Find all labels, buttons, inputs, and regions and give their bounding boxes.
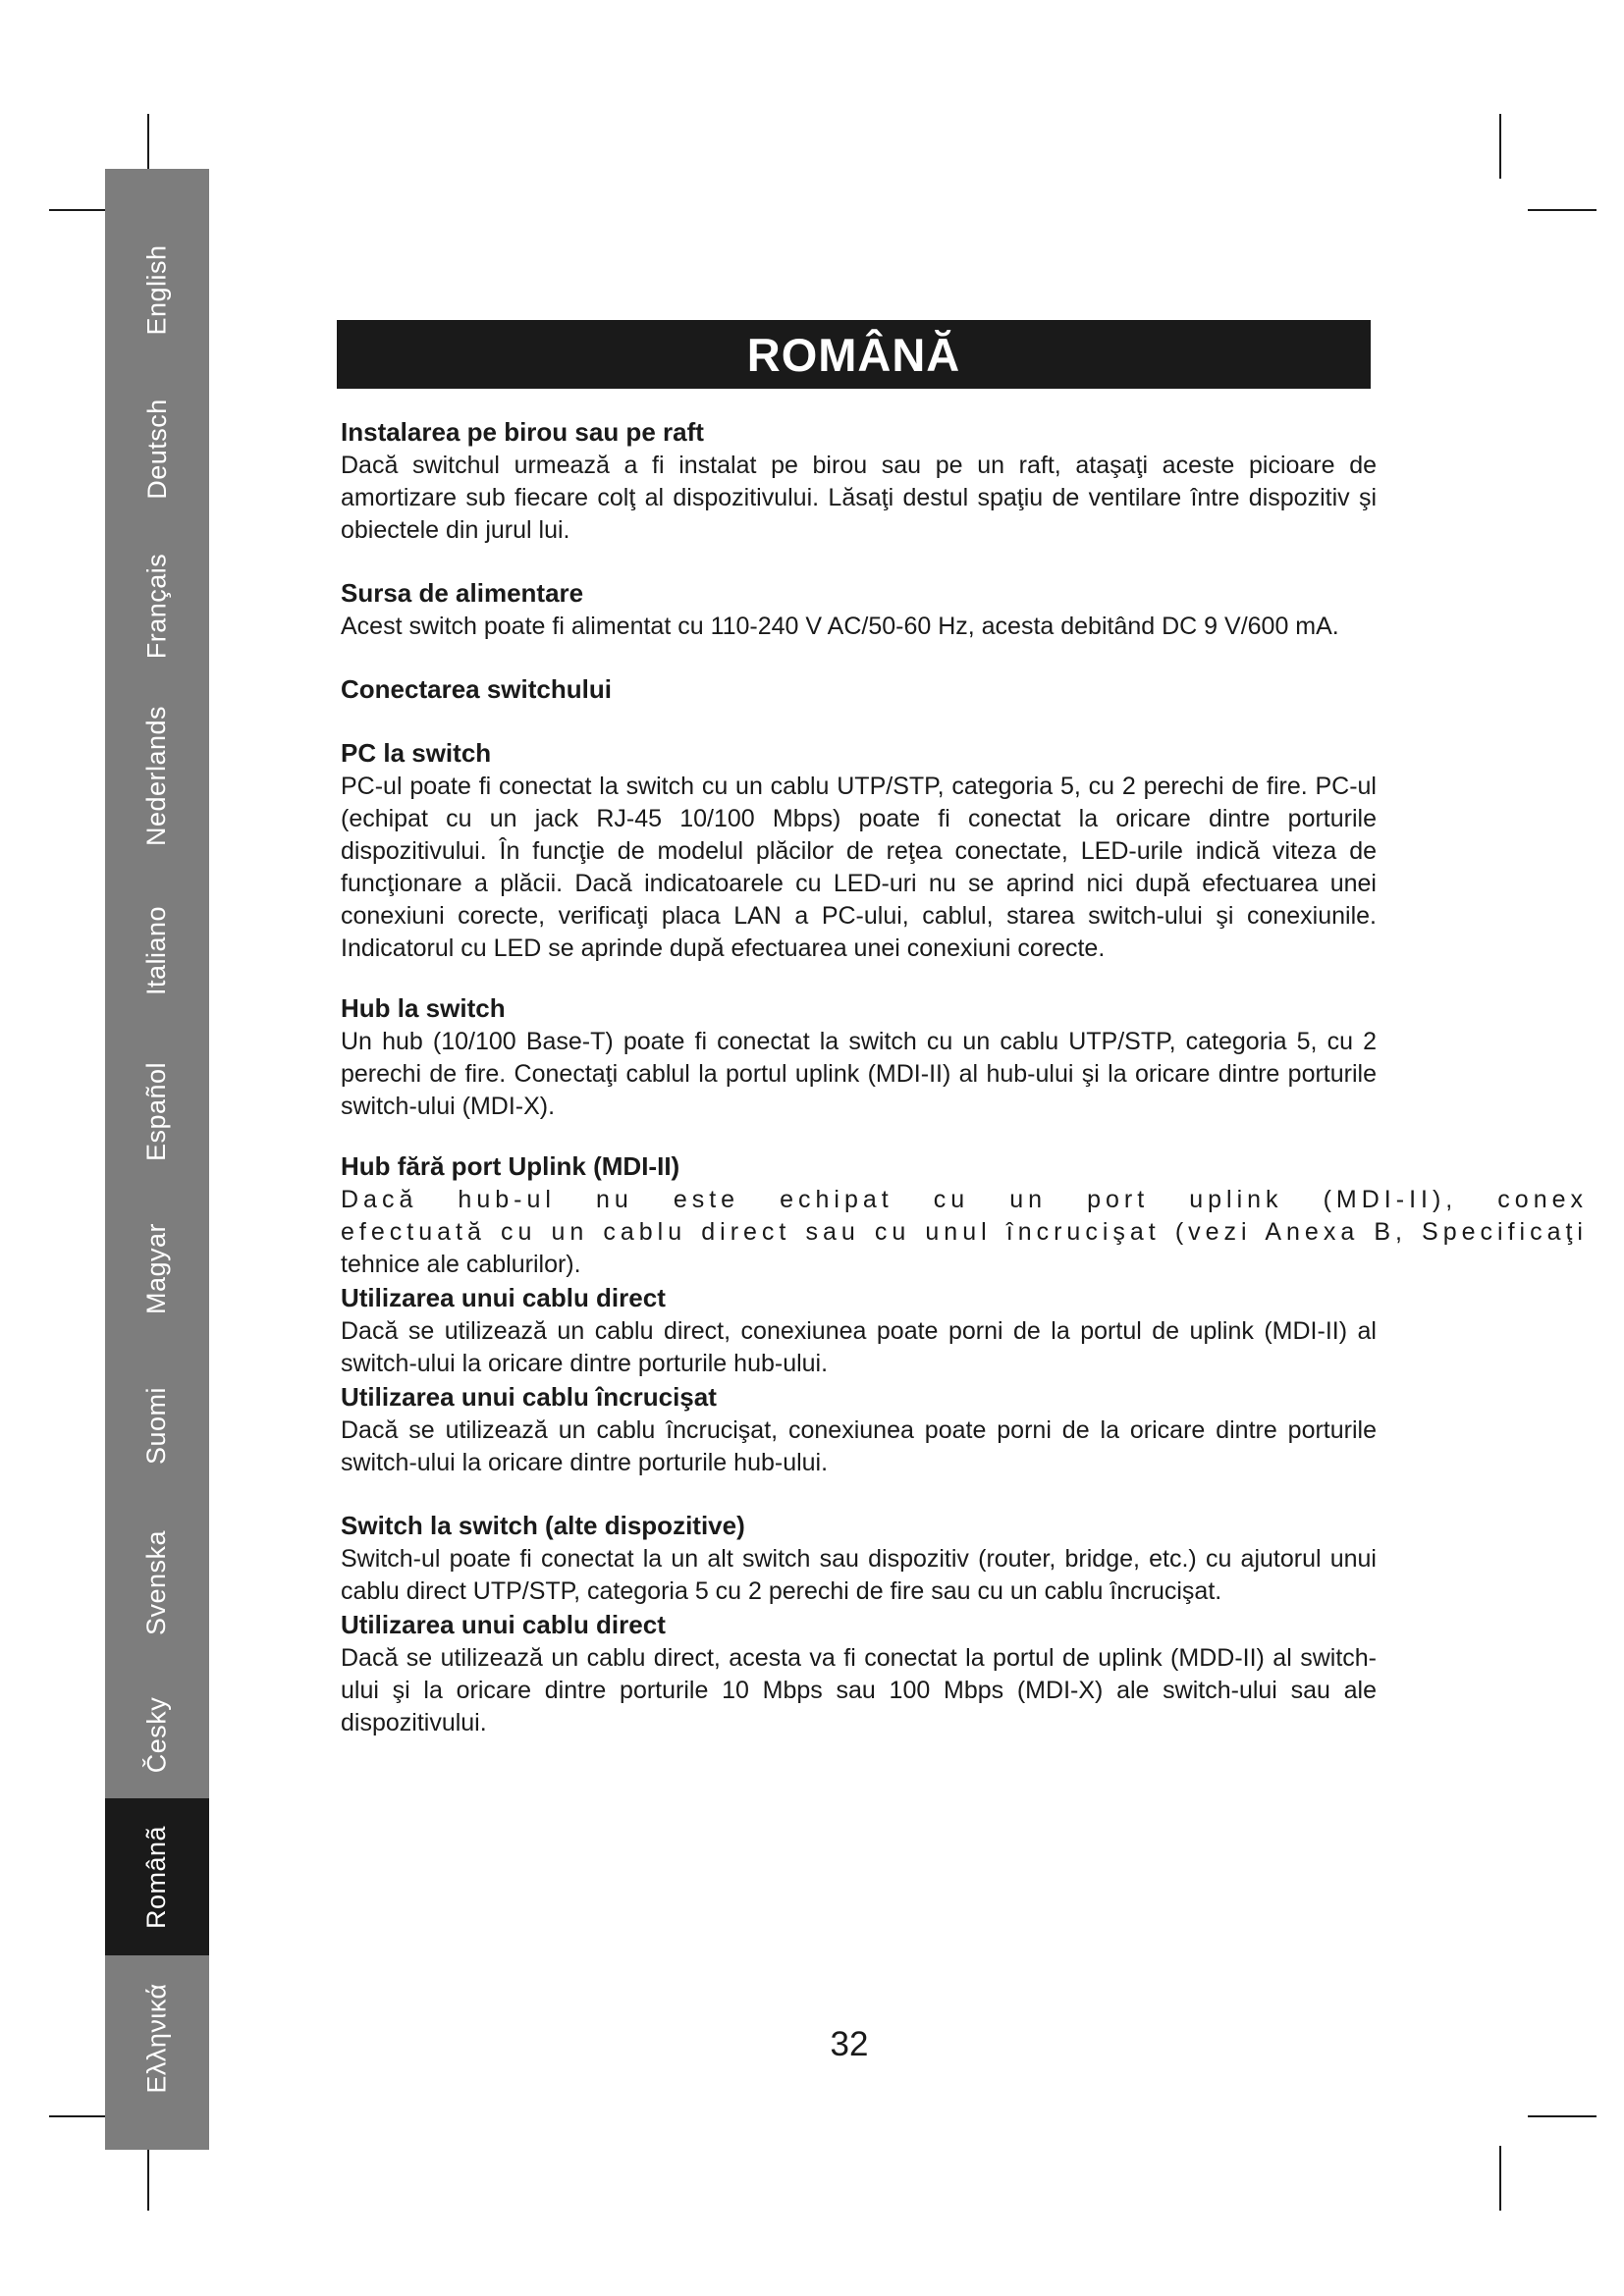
lang-tab-romana[interactable] bbox=[105, 1798, 209, 1955]
lang-tab-label: Ελληνικά bbox=[141, 1982, 172, 2094]
section-body-hub-to-switch: Un hub (10/100 Base-T) poate fi conectat la switch cu un cablu UTP/STP, categoria 5, cu 2 perechi de fire. Conectaţi cablul la portul uplink (MDI-II) al hub-ului şi la oricare dintre porturile switch-ului (MDI-X). bbox=[341, 1028, 1377, 1120]
lang-tab-label: Français bbox=[141, 553, 172, 659]
page-number: 32 bbox=[830, 2025, 869, 2063]
lang-tab-label: Italiano bbox=[141, 905, 172, 995]
subheading-cross-cable-hub: Utilizarea unui cablu încrucişat bbox=[341, 1382, 717, 1412]
section-heading-hub-to-switch: Hub la switch bbox=[341, 993, 506, 1023]
section-heading-power: Sursa de alimentare bbox=[341, 578, 584, 608]
lang-tab-deutsch[interactable] bbox=[105, 375, 209, 522]
lang-tab-label: Česky bbox=[141, 1696, 172, 1773]
lang-tab-label: Deutsch bbox=[141, 398, 172, 500]
lang-tab-label: Español bbox=[141, 1061, 172, 1161]
lang-tab-magyar[interactable] bbox=[105, 1190, 209, 1347]
lang-tab-italiano[interactable] bbox=[105, 872, 209, 1029]
lang-tab-espanol[interactable] bbox=[105, 1033, 209, 1190]
subheading-direct-cable-switch: Utilizarea unui cablu direct bbox=[341, 1610, 666, 1639]
section-body-hub-no-uplink-line2: efectuată cu un cablu direct sau cu unul încrucişat (vezi Anexa B, Specificaţi bbox=[341, 1218, 1588, 1246]
section-heading-switch-to-switch: Switch la switch (alte dispozitive) bbox=[341, 1511, 745, 1540]
section-body-hub-no-uplink-line1: Dacă hub-ul nu este echipat cu un port uplink (MDI-II), conex bbox=[341, 1186, 1588, 1213]
crop-mark-bottom-right-h bbox=[1528, 2115, 1597, 2117]
crop-mark-top-right-h bbox=[1528, 209, 1597, 211]
section-heading-connecting: Conectarea switchului bbox=[341, 674, 612, 704]
body-direct-cable-switch: Dacă se utilizează un cablu direct, acesta va fi conectat la portul de uplink (MDD-II) al switch-ului şi la oricare dintre porturile 10 Mbps sau 100 Mbps (MDI-X) ale switch-ului sau ale dispozitivului. bbox=[341, 1644, 1377, 1736]
section-body-pc-to-switch: PC-ul poate fi conectat la switch cu un cablu UTP/STP, categoria 5, cu 2 perechi de fire. PC-ul (echipat cu un jack RJ-45 10/100 Mbps) poate fi conectat la oricare dintre porturile dispozitivului. În funcţie de modelul plăcilor de reţea conectate, LED-urile indică viteza de funcţionare a plăcii. Dacă indicatoarele cu LED-uri nu se aprind nici după efectuarea unei conexiuni corecte, verificaţi placa LAN a PC-ului, cablul, starea switch-ului şi conexiunile. Indicatorul cu LED se aprinde după efectuarea unei conexiuni corecte. bbox=[341, 773, 1377, 962]
lang-tab-label: Suomi bbox=[141, 1386, 172, 1465]
crop-mark-bottom-right-v bbox=[1499, 2146, 1501, 2211]
body-cross-cable-hub: Dacă se utilizează un cablu încrucişat, conexiunea poate porni de la oricare dintre porturile switch-ului la oricare dintre porturile hub-ului. bbox=[341, 1416, 1377, 1476]
lang-tab-label: Svenska bbox=[141, 1529, 172, 1635]
crop-mark-bottom-left-v bbox=[147, 2146, 149, 2211]
lang-tab-suomi[interactable] bbox=[105, 1347, 209, 1504]
subheading-direct-cable-hub: Utilizarea unui cablu direct bbox=[341, 1283, 666, 1312]
section-body-hub-no-uplink-line3: tehnice ale cablurilor). bbox=[341, 1251, 581, 1278]
section-heading-desk-install: Instalarea pe birou sau pe raft bbox=[341, 417, 704, 447]
lang-tab-label: Românã bbox=[141, 1825, 172, 1929]
lang-tab-svenska[interactable] bbox=[105, 1504, 209, 1661]
section-heading-hub-no-uplink: Hub fără port Uplink (MDI-II) bbox=[341, 1151, 680, 1181]
main-content bbox=[341, 415, 1588, 1739]
section-heading-pc-to-switch: PC la switch bbox=[341, 738, 492, 768]
lang-tab-nederlands[interactable] bbox=[105, 687, 209, 864]
crop-mark-top-right-v bbox=[1499, 114, 1501, 179]
language-sidebar bbox=[105, 169, 209, 2150]
title-bar bbox=[337, 320, 1371, 389]
section-body-power: Acest switch poate fi alimentat cu 110-240 V AC/50-60 Hz, acesta debitând DC 9 V/600 mA. bbox=[341, 613, 1339, 640]
body-direct-cable-hub: Dacă se utilizează un cablu direct, conexiunea poate porni de la portul de uplink (MDI-II) al switch-ului la oricare dintre porturile hub-ului. bbox=[341, 1317, 1377, 1377]
page-title: ROMÂNĂ bbox=[746, 328, 961, 381]
section-body-switch-to-switch: Switch-ul poate fi conectat la un alt switch sau dispozitiv (router, bridge, etc.) cu ajutorul unui cablu direct UTP/STP, categoria 5 cu 2 perechi de fire sau cu un cablu încrucişat. bbox=[341, 1545, 1377, 1605]
lang-tab-label: Nederlands bbox=[141, 705, 172, 846]
lang-tab-label: Magyar bbox=[141, 1222, 172, 1314]
lang-tab-francais[interactable] bbox=[105, 532, 209, 679]
lang-tab-label: English bbox=[141, 243, 172, 336]
lang-tab-cesky[interactable] bbox=[105, 1661, 209, 1808]
lang-tab-english[interactable] bbox=[105, 216, 209, 363]
section-body-desk-install: Dacă switchul urmează a fi instalat pe birou sau pe un raft, ataşaţi aceste picioare de amortizare sub fiecare colţ al dispozitivului. Lăsaţi destul spaţiu de ventilare între dispozitiv şi obiectele din jurul lui. bbox=[341, 452, 1377, 544]
